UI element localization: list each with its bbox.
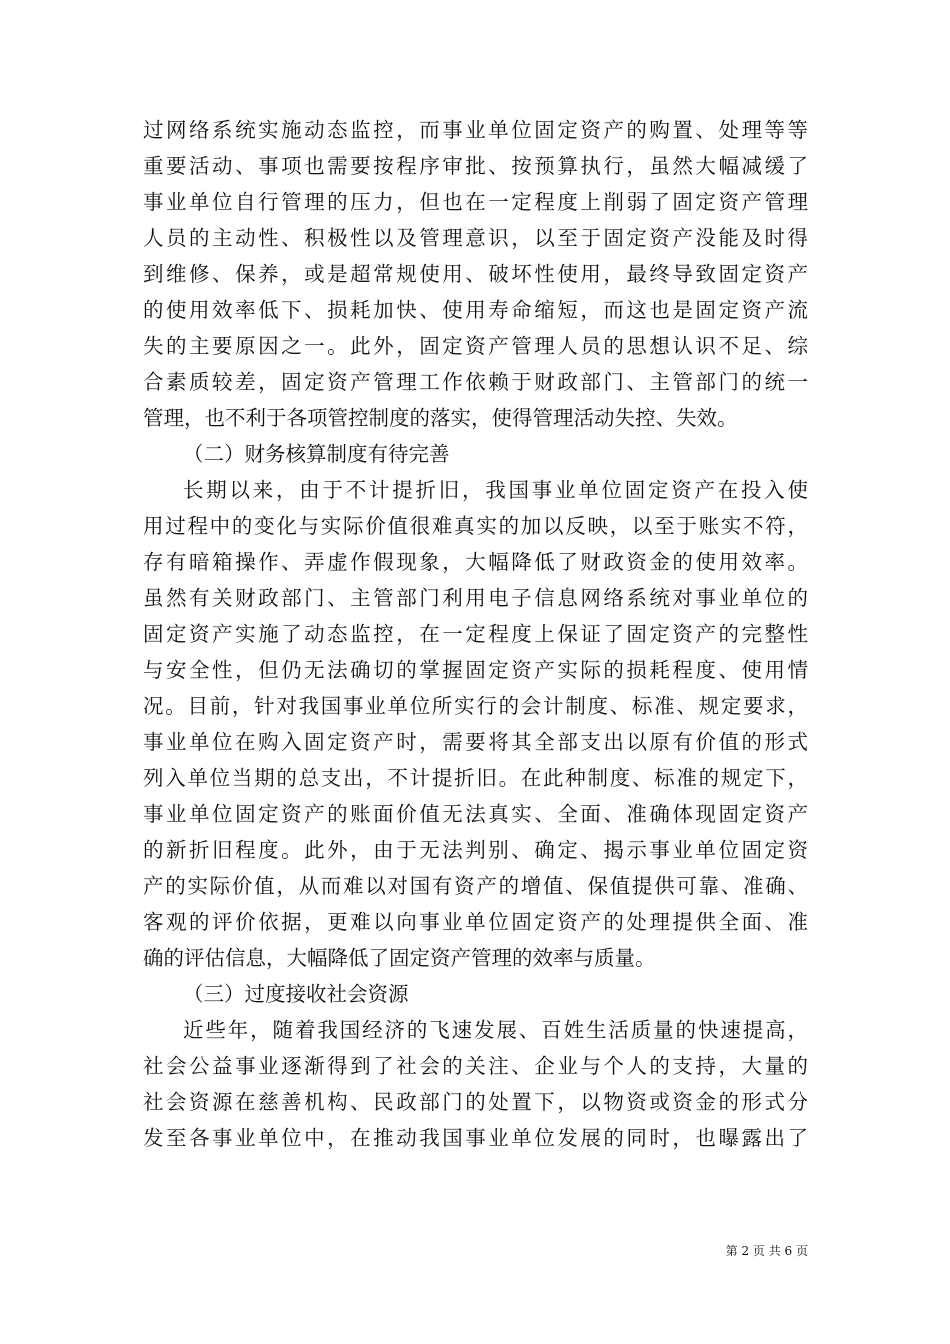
text-line: 社会资源在慈善机构、民政部门的处置下，以物资或资金的形式分 xyxy=(143,1090,808,1114)
text-line: 存有暗箱操作、弄虚作假现象，大幅降低了财政资金的使用效率。 xyxy=(143,550,808,574)
text-line: 客观的评价依据，更难以向事业单位固定资产的处理提供全面、准 xyxy=(143,910,808,934)
text-line: 的使用效率低下、损耗加快、使用寿命缩短，而这也是固定资产流 xyxy=(143,298,808,322)
text-line: 失的主要原因之一。此外，固定资产管理人员的思想认识不足、综 xyxy=(143,334,808,358)
text-line: 到维修、保养，或是超常规使用、破坏性使用，最终导致固定资产 xyxy=(143,262,808,286)
text-line: 况。目前，针对我国事业单位所实行的会计制度、标准、规定要求， xyxy=(143,694,808,718)
text-line: 长期以来，由于不计提折旧，我国事业单位固定资产在投入使 xyxy=(183,478,808,502)
text-line: 与安全性，但仍无法确切的掌握固定资产实际的损耗程度、使用情 xyxy=(143,658,808,682)
text-line: 固定资产实施了动态监控，在一定程度上保证了固定资产的完整性 xyxy=(143,622,808,646)
page-number: 第 2 页 共 6 页 xyxy=(725,1244,808,1258)
text-line: 产的实际价值，从而难以对国有资产的增值、保值提供可靠、准确、 xyxy=(143,874,808,898)
text-line: 列入单位当期的总支出，不计提折旧。在此种制度、标准的规定下， xyxy=(143,766,808,790)
text-line: 的新折旧程度。此外，由于无法判别、确定、揭示事业单位固定资 xyxy=(143,838,808,862)
text-line: 近些年，随着我国经济的飞速发展、百姓生活质量的快速提高， xyxy=(183,1018,808,1042)
text-line: 事业单位在购入固定资产时，需要将其全部支出以原有价值的形式 xyxy=(143,730,808,754)
text-line: 管理，也不利于各项管控制度的落实，使得管理活动失控、失效。 xyxy=(143,406,738,430)
text-line: 人员的主动性、积极性以及管理意识，以至于固定资产没能及时得 xyxy=(143,226,808,250)
document-body xyxy=(143,112,808,1156)
text-line: 事业单位自行管理的压力，但也在一定程度上削弱了固定资产管理 xyxy=(143,190,808,214)
text-line: 事业单位固定资产的账面价值无法真实、全面、准确体现固定资产 xyxy=(143,802,808,826)
text-line: 重要活动、事项也需要按程序审批、按预算执行，虽然大幅减缓了 xyxy=(143,154,808,178)
text-line: 确的评估信息，大幅降低了固定资产管理的效率与质量。 xyxy=(143,946,656,970)
text-line: 过网络系统实施动态监控，而事业单位固定资产的购置、处理等等 xyxy=(143,118,808,142)
text-line: 用过程中的变化与实际价值很难真实的加以反映，以至于账实不符， xyxy=(143,514,808,538)
text-line: 虽然有关财政部门、主管部门利用电子信息网络系统对事业单位的 xyxy=(143,586,808,610)
section-heading: （二）财务核算制度有待完善 xyxy=(183,442,450,466)
section-heading: （三）过度接收社会资源 xyxy=(183,982,409,1006)
text-line: 合素质较差，固定资产管理工作依赖于财政部门、主管部门的统一 xyxy=(143,370,808,394)
text-line: 发至各事业单位中，在推动我国事业单位发展的同时，也曝露出了 xyxy=(143,1126,808,1150)
text-line: 社会公益事业逐渐得到了社会的关注、企业与个人的支持，大量的 xyxy=(143,1054,808,1078)
